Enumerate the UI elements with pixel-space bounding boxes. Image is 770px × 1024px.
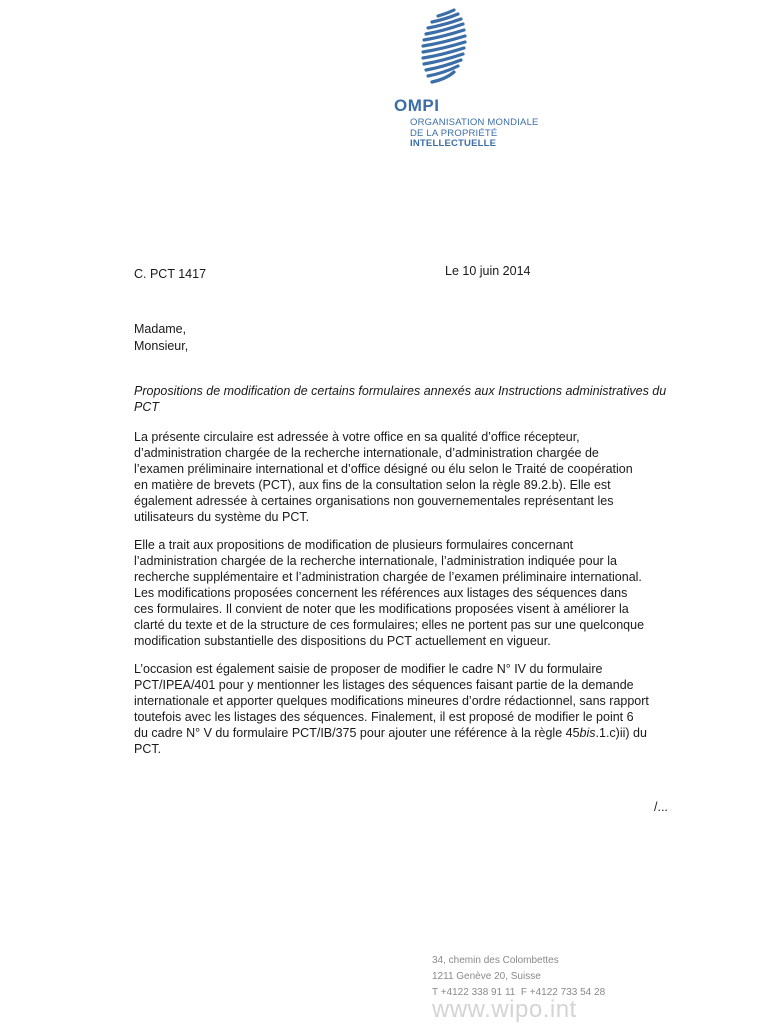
text-line: clarté du texte et de la structure de ces formulaires; elles ne portent pas sur une quelconque	[134, 618, 645, 632]
text-span: .1.c)ii) du	[595, 726, 647, 740]
paragraph-3	[134, 661, 679, 757]
text-line: L’occasion est également saisie de proposer de modifier le cadre N° IV du formulaire	[134, 662, 603, 676]
text-line	[134, 725, 679, 741]
salutation-line: Madame,	[134, 322, 187, 336]
text-line: modification substantielle des dispositions du PCT actuellement en vigueur.	[134, 634, 551, 648]
logo-line-2: DE LA PROPRIÉTÉ	[410, 127, 498, 139]
continued-marker: /...	[654, 800, 668, 814]
footer-address	[432, 953, 606, 1023]
website-link[interactable]: www.wipo.int	[432, 996, 577, 1023]
text-line: ces formulaires. Il convient de noter que les modifications proposées visent à améliorer la	[134, 602, 629, 616]
phone-label: T	[432, 987, 438, 998]
text-line: d’administration chargée de la recherche internationale, d’administration chargée de	[134, 446, 599, 460]
text-line: Elle a trait aux propositions de modification de plusieurs formulaires concernant	[134, 538, 574, 552]
text-line: recherche supplémentaire et l’administration chargée de l’examen préliminaire international.	[134, 570, 642, 584]
paragraph-1	[134, 429, 679, 525]
wipo-globe-icon	[408, 8, 478, 94]
text-line: également adressée à certaines organisations non gouvernementales représentant les	[134, 494, 614, 508]
text-line: toutefois avec les listages des séquences. Finalement, il est proposé de modifier le point 6	[134, 710, 634, 724]
logo-text	[410, 118, 539, 150]
text-line: utilisateurs du système du PCT.	[134, 510, 310, 524]
text-span: du cadre N° V du formulaire PCT/IB/375 pour ajouter une référence à la règle 45	[134, 726, 580, 740]
text-line: PCT.	[134, 742, 162, 756]
text-line: Les modifications proposées concernent les références aux listages des séquences dans	[134, 586, 628, 600]
logo-line-1: ORGANISATION MONDIALE	[410, 117, 539, 128]
salutation	[134, 321, 188, 355]
address-line-2: 1211 Genève 20, Suisse	[432, 971, 541, 982]
ompi-logo	[394, 8, 594, 148]
text-line: l’administration chargée de la recherche internationale, l’administration indiquée pour la	[134, 554, 617, 568]
logo-acronym: OMPI	[394, 96, 440, 115]
fax-label: F	[520, 987, 527, 998]
address-line-1: 34, chemin des Colombettes	[432, 955, 559, 966]
paragraph-2	[134, 537, 679, 649]
text-line: internationale et apporter quelques modifications mineures d’ordre rédactionnel, sans rapport	[134, 694, 649, 708]
letter-subject: Propositions de modification de certains formulaires annexés aux Instructions administratives du PCT	[134, 384, 667, 414]
logo-line-3: INTELLECTUELLE	[410, 138, 497, 149]
text-line: l’examen préliminaire international et d’office désigné ou élu selon le Traité de coopération	[134, 462, 633, 476]
salutation-line: Monsieur,	[134, 339, 189, 353]
letter-date: Le 10 juin 2014	[445, 264, 531, 278]
circular-reference: C. PCT 1417	[134, 267, 207, 281]
phone-number: +4122 338 91 11	[440, 987, 516, 998]
emphasis-bis: bis	[579, 726, 596, 740]
text-line: en matière de brevets (PCT), aux fins de la consultation selon la règle 89.2.b). Elle est	[134, 478, 611, 492]
fax-number: +4122 733 54 28	[529, 987, 606, 998]
text-line: PCT/IPEA/401 pour y mentionner les listages des séquences faisant partie de la demande	[134, 678, 634, 692]
text-line: La présente circulaire est adressée à votre office en sa qualité d’office récepteur,	[134, 430, 580, 444]
